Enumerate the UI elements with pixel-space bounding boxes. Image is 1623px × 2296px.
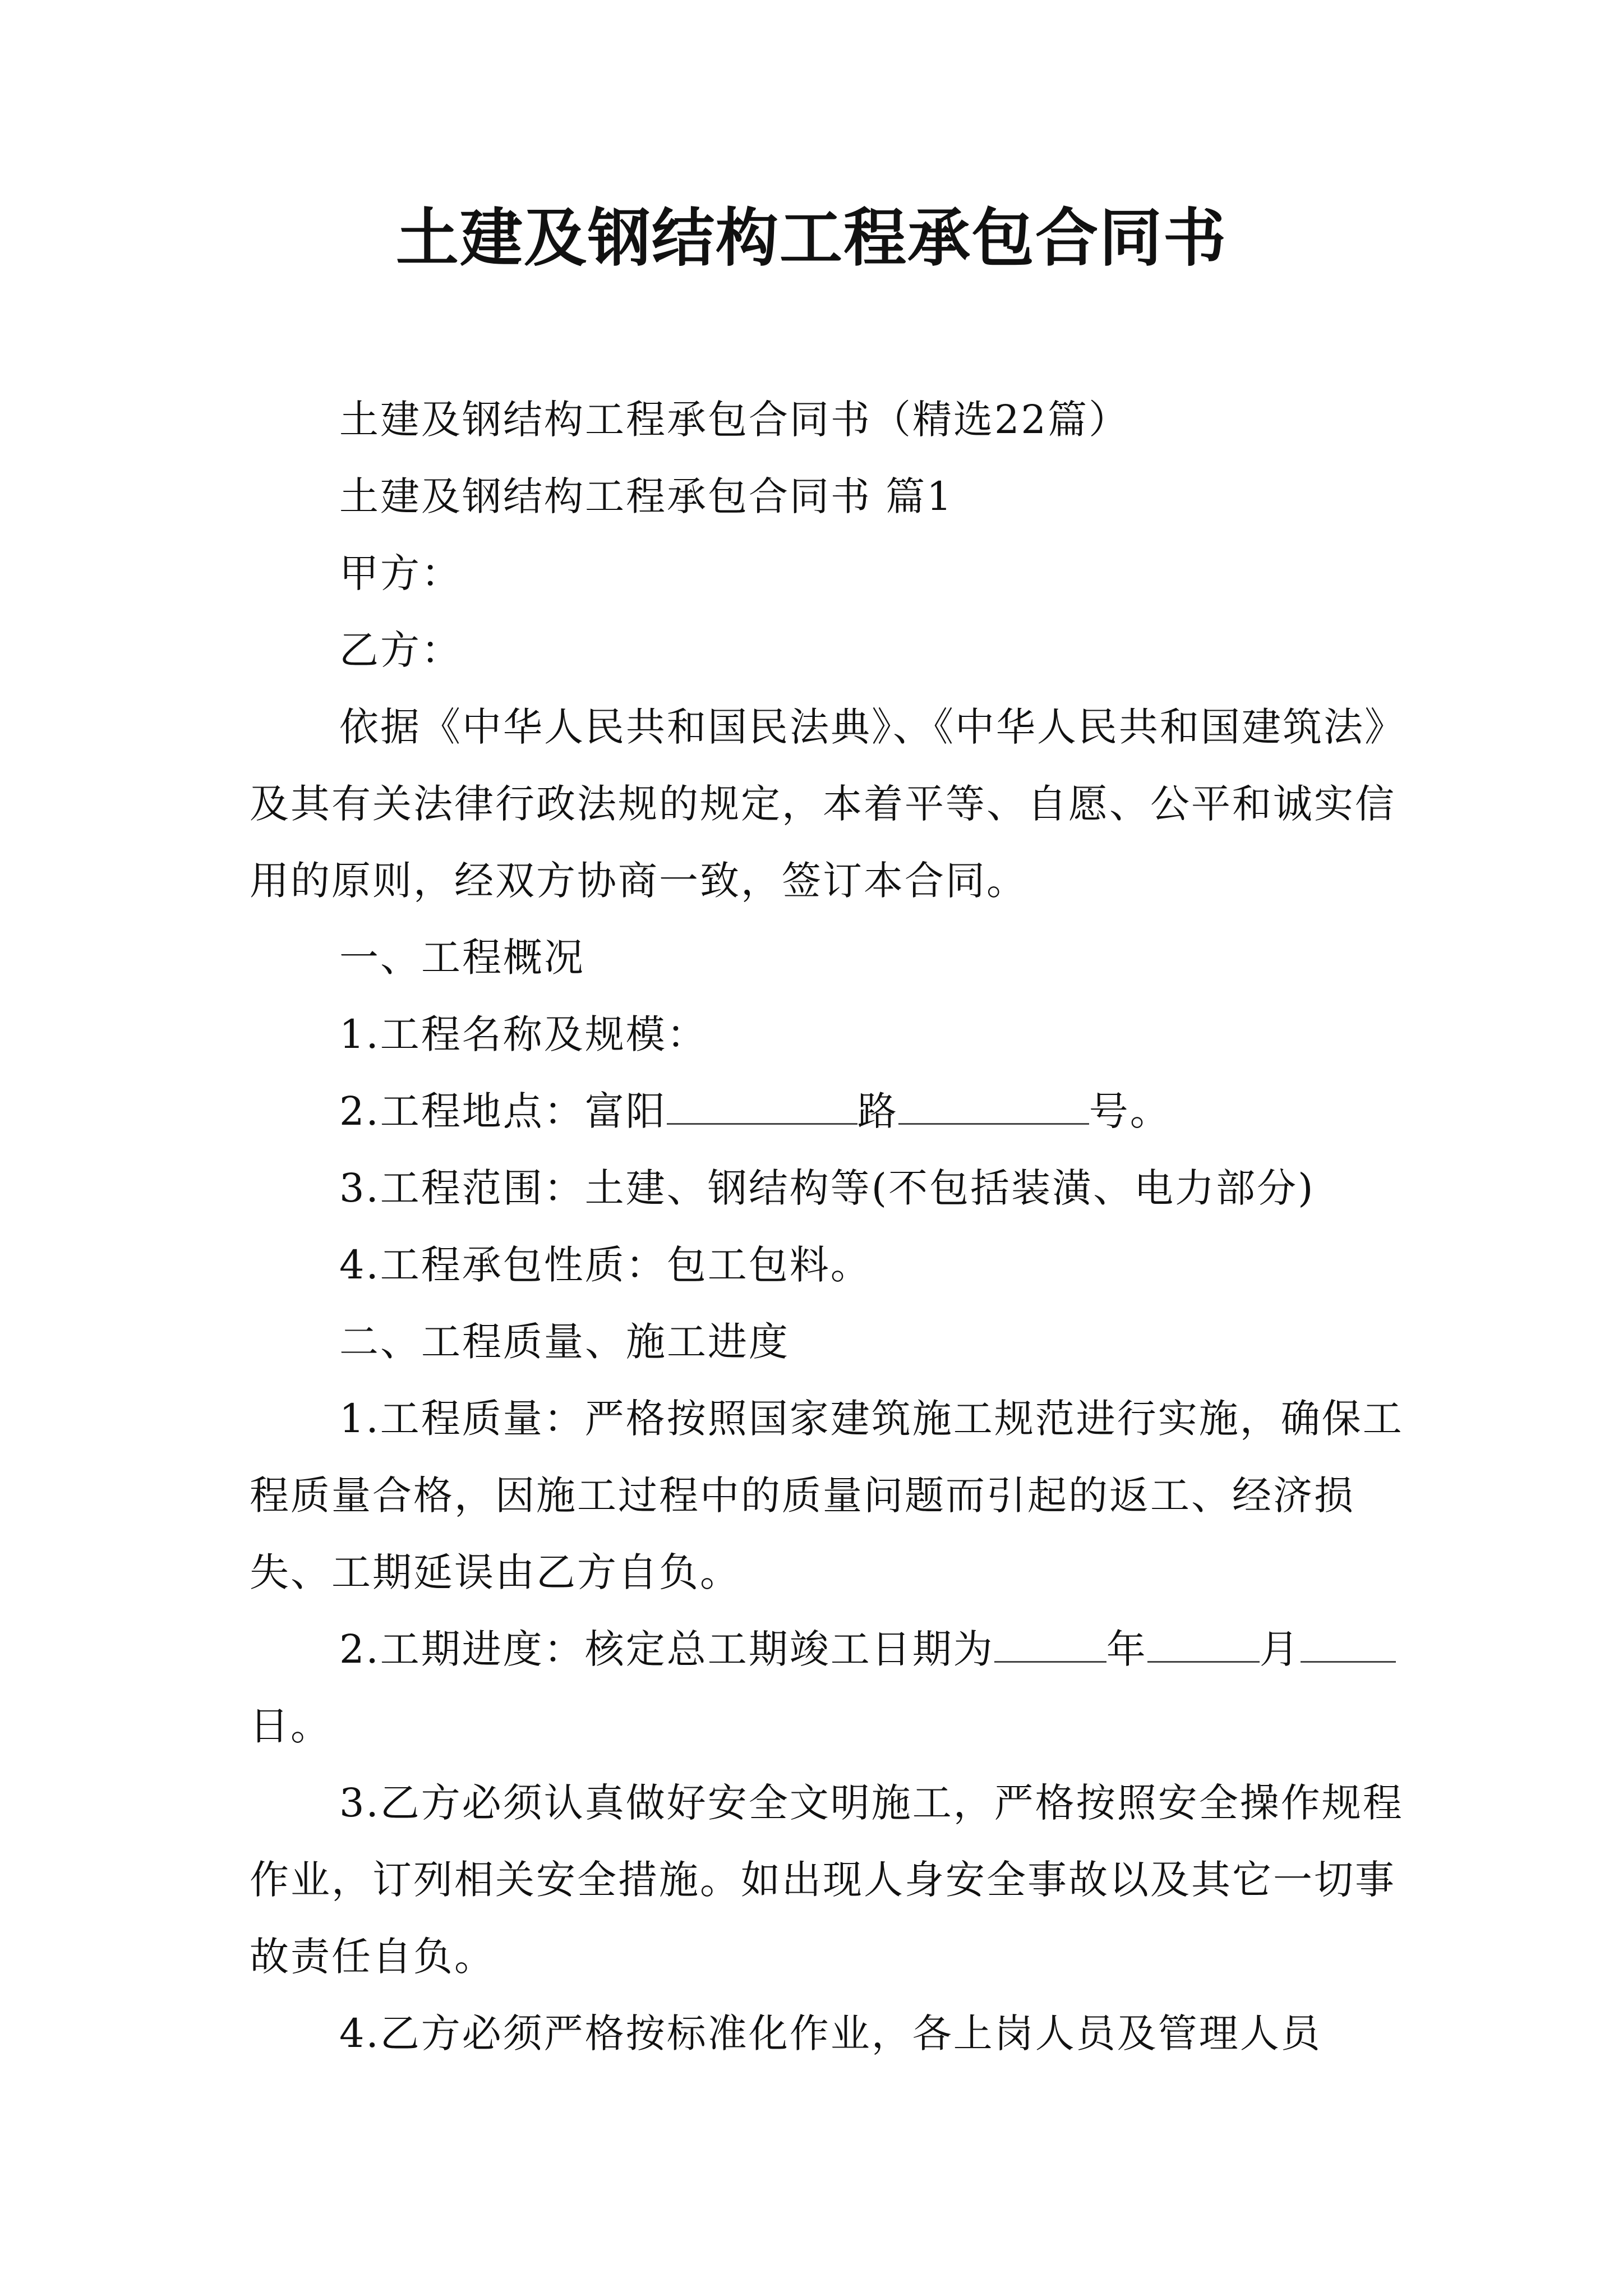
number-label: 号。 [1089,1088,1171,1134]
schedule-prefix: 2.工期进度：核定总工期竣工日期为 [339,1626,994,1672]
item-quality: 1.工程质量：严格按照国家建筑施工规范进行实施，确保工程质量合格，因施工过程中的质量问题而引起的返工、经济损失、工期延误由乙方自负。 [250,1396,1404,1595]
item-project-location [250,1073,1416,1150]
intro-paragraph: 依据《中华人民共和国民法典》、《中华人民共和国建筑法》及其有关法律行政法规的规定，本着平等、自愿、公平和诚实信用的原则，经双方协商一致，签订本合同。 [250,704,1405,904]
document-body [250,381,1416,2072]
document-title: 土建及钢结构工程承包合同书 [396,201,1227,275]
item-contract-type: 4.工程承包性质：包工包料。 [339,1242,872,1288]
number-blank [898,1088,1089,1125]
road-label: 路 [857,1088,898,1134]
year-blank [994,1626,1106,1663]
heading-quality-progress: 二、工程质量、施工进度 [339,1319,790,1365]
month-blank [1147,1626,1260,1663]
section-heading: 土建及钢结构工程承包合同书 篇1 [339,473,953,519]
day-label: 日。 [250,1703,331,1749]
party-b-label: 乙方： [339,627,462,673]
item-schedule [250,1611,1416,1765]
item-project-scope: 3.工程范围：土建、钢结构等(不包括装潢、电力部分) [339,1165,1315,1211]
road-blank [667,1088,857,1125]
heading-project-overview: 一、工程概况 [339,935,585,981]
item-project-name: 1.工程名称及规模： [339,1011,708,1057]
day-blank [1301,1626,1396,1663]
item-standardization: 4.乙方必须严格按标准化作业，各上岗人员及管理人员 [339,2010,1322,2056]
subtitle: 土建及钢结构工程承包合同书（精选22篇） [339,397,1130,443]
item-safety: 3.乙方必须认真做好安全文明施工，严格按照安全操作规程作业，订列相关安全措施。如出现人身安全事故以及其它一切事故责任自负。 [250,1780,1404,1980]
location-prefix: 2.工程地点：富阳 [339,1088,667,1134]
party-a-label: 甲方： [339,550,462,596]
year-label: 年 [1106,1626,1147,1672]
month-label: 月 [1259,1626,1301,1672]
